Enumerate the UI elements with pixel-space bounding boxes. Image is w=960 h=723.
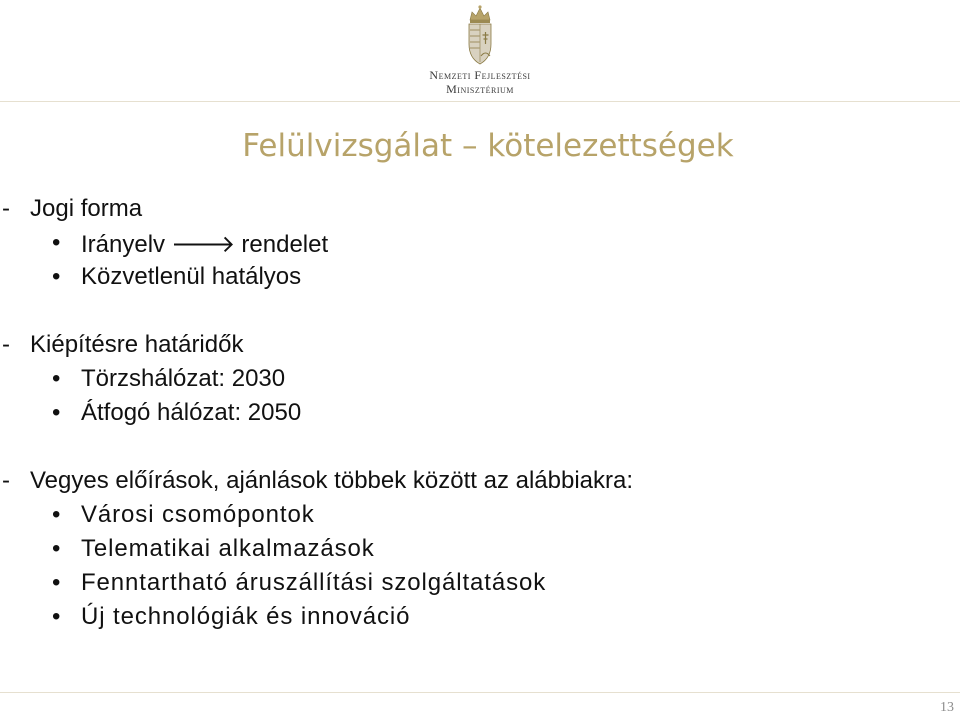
coat-of-arms-icon [464,4,496,66]
section-heading [0,195,960,229]
list-item [0,229,960,263]
bullet-marker: • [52,365,61,392]
bullet-marker: • [52,603,62,630]
list-item-after: rendelet [241,231,329,258]
footer-divider [0,692,960,693]
section-legal-form [0,195,960,297]
list-item [0,603,960,637]
list-item-text [81,229,328,259]
header-divider [0,101,960,102]
dash-marker: - [2,195,10,222]
slide-title [0,128,960,164]
list-item [0,535,960,569]
list-item-text: Városi csomópontok [81,501,315,528]
page-number: 13 [940,700,954,715]
list-item-text: Új technológiák és innováció [81,603,411,630]
section-heading-text: Kiépítésre határidők [30,331,244,358]
ministry-name-line2: Minisztérium [446,82,514,96]
section-heading-text: Jogi forma [30,195,143,222]
bullet-marker: • [52,535,62,562]
list-item [0,263,960,297]
list-item [0,501,960,535]
slide-title-text: Felülvizsgálat – kötelezettségek [242,128,734,164]
list-item [0,365,960,399]
list-item-text: Közvetlenül hatályos [81,263,302,290]
list-item [0,569,960,603]
dash-marker: - [2,467,10,494]
list-item-text: Telematikai alkalmazások [81,535,375,562]
bullet-marker: • [52,229,61,256]
section-miscellaneous [0,467,960,637]
right-arrow-icon: 🡒 [171,231,236,258]
dash-marker: - [2,331,10,358]
bullet-marker: • [52,501,62,528]
bullet-marker: • [52,569,62,596]
section-deadlines [0,331,960,433]
list-item-text: Törzshálózat: 2030 [81,365,286,392]
section-heading [0,467,960,501]
ministry-name-line1: Nemzeti Fejlesztési [429,68,531,82]
section-heading-text: Vegyes előírások, ajánlások többek között az alábbiakra: [30,467,634,494]
list-item-text: Fenntartható áruszállítási szolgáltatások [81,569,547,596]
bullet-marker: • [52,399,61,426]
list-item-before: Irányelv [81,231,166,258]
ministry-logo [400,4,560,96]
section-heading [0,331,960,365]
list-item-text: Átfogó hálózat: 2050 [81,399,302,426]
bullet-marker: • [52,263,61,290]
list-item [0,399,960,433]
